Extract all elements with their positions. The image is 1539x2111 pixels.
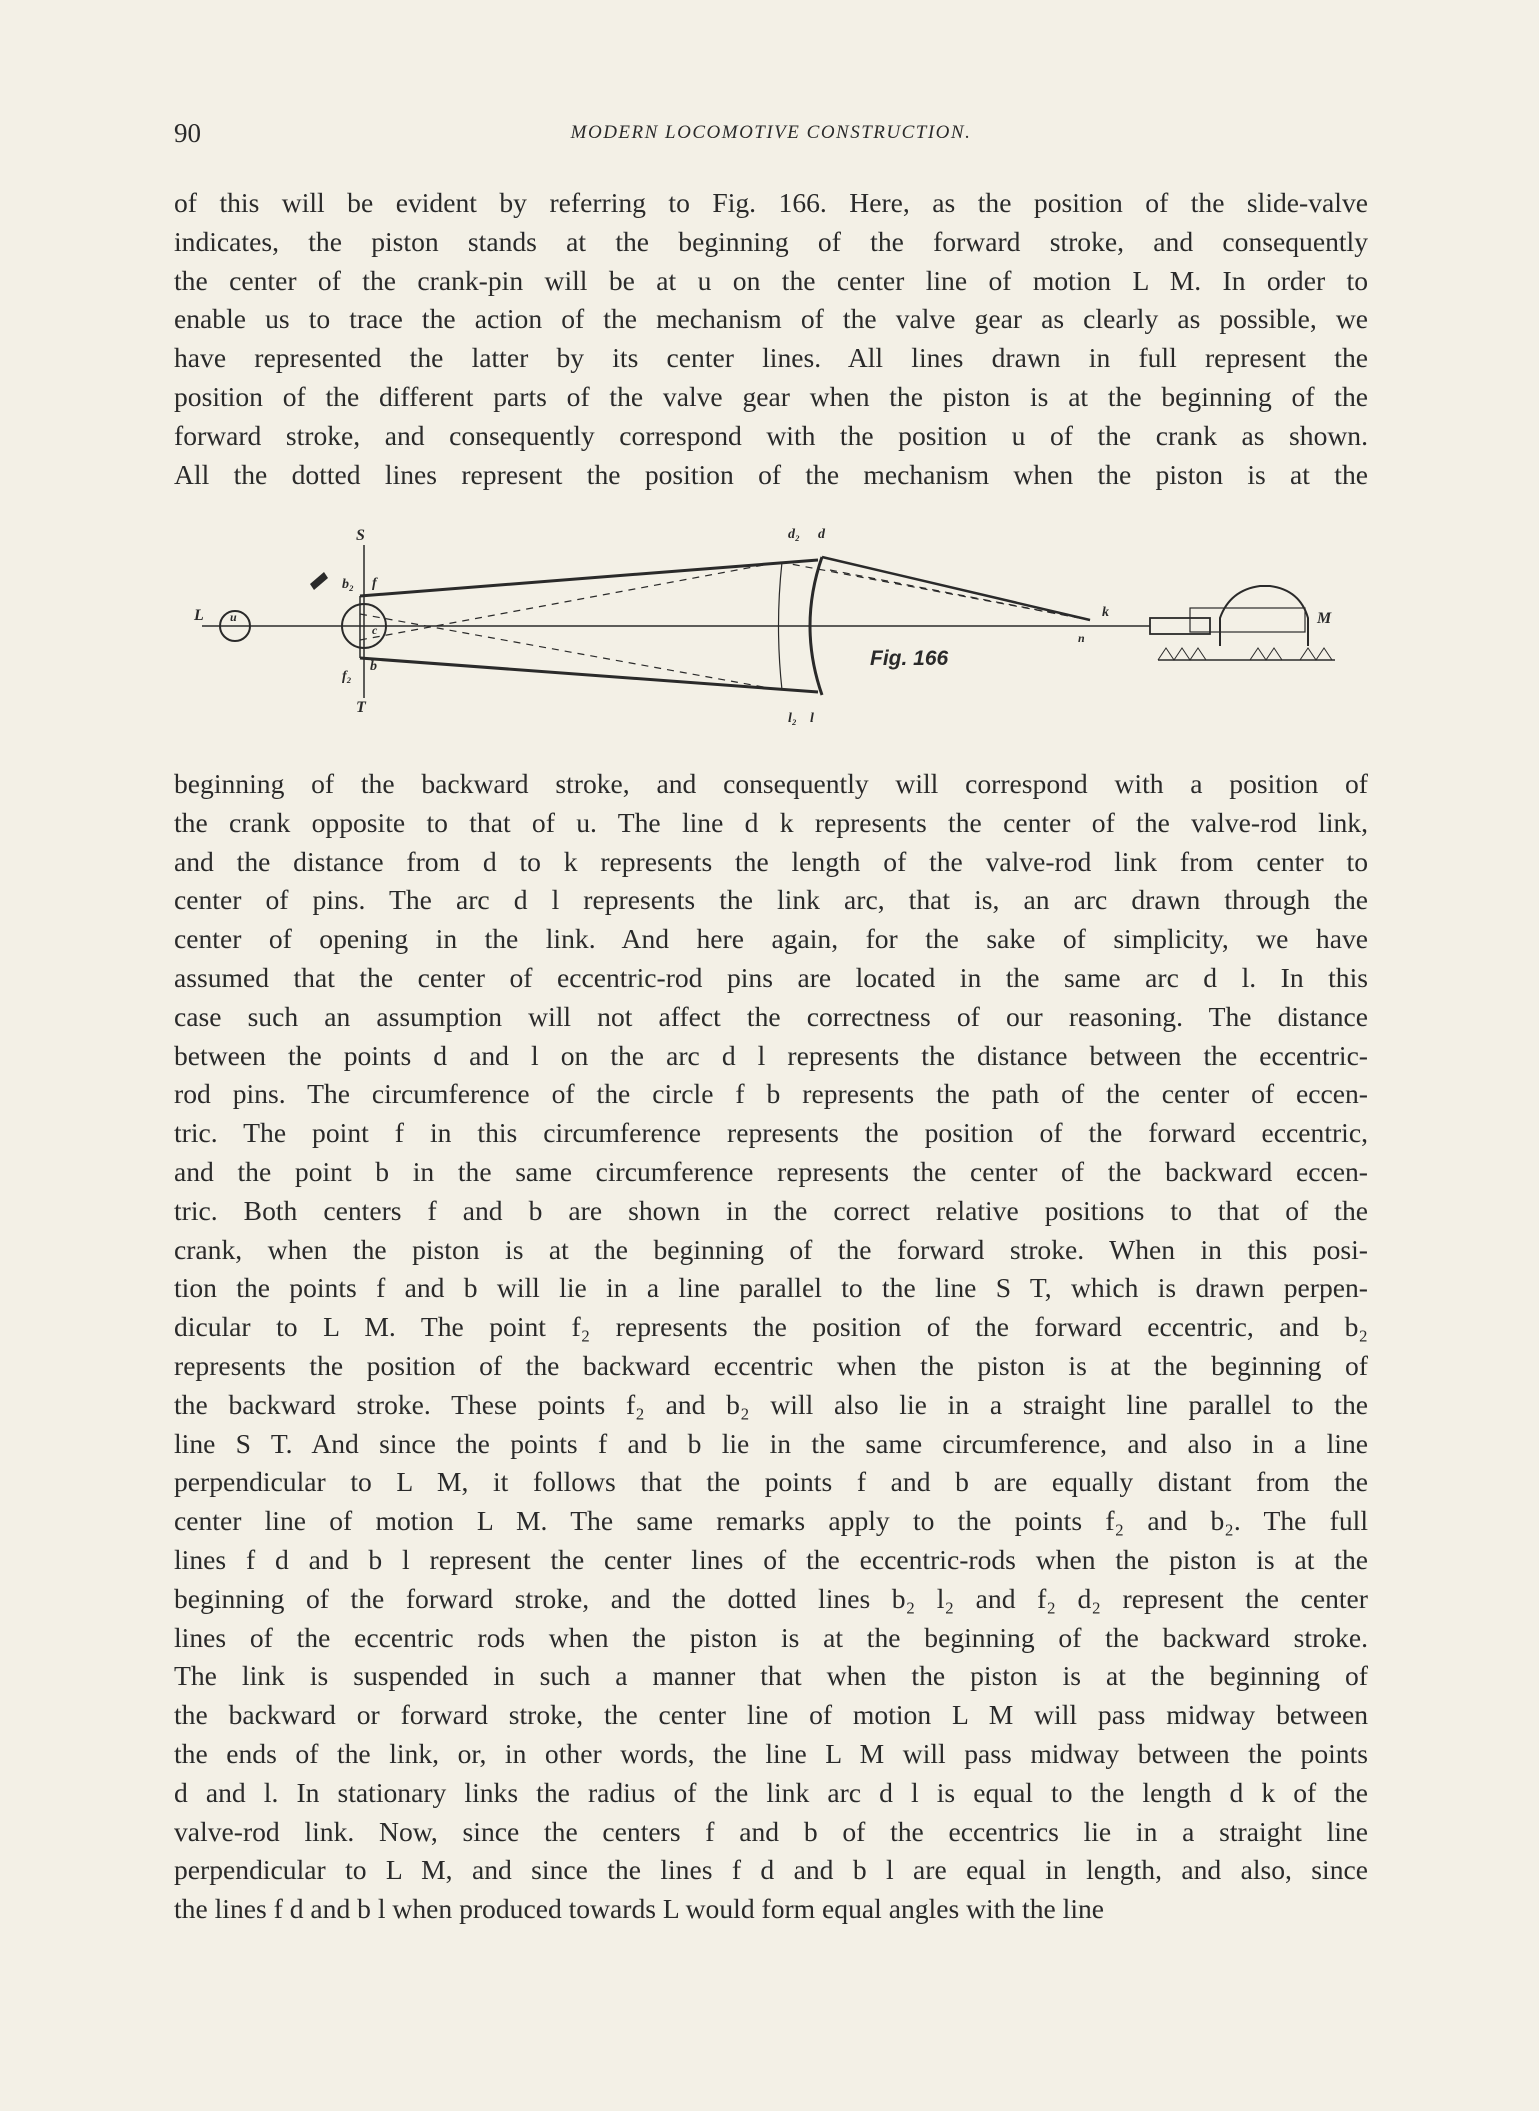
text-line: forward stroke, and consequently correspond with the position u of the crank as shown. [174, 419, 1368, 451]
text-line: d and l. In stationary links the radius of the link arc d l is equal to the length d k of the [174, 1776, 1368, 1808]
text-line: The link is suspended in such a manner that when the piston is at the beginning of [174, 1660, 1368, 1692]
text-line: the backward or forward stroke, the center line of motion L M will pass midway between [174, 1699, 1368, 1731]
eccentric-rod-bl [360, 658, 818, 692]
eccentric-marker [310, 572, 328, 590]
dotted-link-d2k [780, 562, 1090, 620]
text-line: beginning of the forward stroke, and the dotted lines b₂ l₂ and f₂ d₂ represent the center [174, 1582, 1368, 1614]
text-line: position of the different parts of the valve gear when the piston is at the beginning of the [174, 380, 1368, 412]
text-line: tion the points f and b will lie in a line parallel to the line S T, which is drawn perpen- [174, 1272, 1368, 1304]
label-u: u [230, 610, 237, 624]
text-line: the lines f d and b l when produced towards L would form equal angles with the line [174, 1893, 1105, 1925]
text-line: the center of the crank-pin will be at u on the center line of motion L M. In order to [174, 264, 1368, 296]
label-b: b [370, 659, 377, 674]
text-line: have represented the latter by its center lines. All lines drawn in full represent the [174, 342, 1368, 374]
label-b2: b₂ [342, 577, 354, 592]
text-line: perpendicular to L M, and since the lines f d and b l are equal in length, and also, since [174, 1854, 1368, 1886]
text-line: tric. Both centers f and b are shown in the correct relative positions to that of the [174, 1194, 1368, 1226]
text-line: center of pins. The arc d l represents the link arc, that is, an arc drawn through the [174, 884, 1368, 916]
text-line: represents the position of the backward eccentric when the piston is at the beginning of [174, 1349, 1368, 1381]
label-S: S [356, 527, 365, 544]
label-k: k [1102, 605, 1109, 620]
text-line: beginning of the backward stroke, and consequently will correspond with a position of [174, 768, 1368, 799]
text-line: valve-rod link. Now, since the centers f and b of the eccentrics lie in a straight line [174, 1815, 1368, 1847]
paragraph-1 [174, 184, 1368, 494]
text-line: line S T. And since the points f and b lie in the same circumference, and also in a line [174, 1427, 1368, 1459]
figure-166-valve-gear-diagram [190, 520, 1360, 735]
text-line: enable us to trace the action of the mechanism of the valve gear as clearly as possible, we [174, 303, 1368, 335]
page-header [174, 118, 1368, 158]
text-line: center line of motion L M. The same remarks apply to the points f₂ and b₂. The full [174, 1505, 1368, 1537]
label-L: L [194, 607, 204, 624]
running-title: MODERN LOCOMOTIVE CONSTRUCTION. [570, 122, 972, 143]
label-n: n [1078, 631, 1085, 645]
text-line: the ends of the link, or, in other words, the line L M will pass midway between the points [174, 1737, 1368, 1769]
text-line: All the dotted lines represent the position of the mechanism when the piston is at the [174, 458, 1368, 490]
valve-rod-link-dk [822, 557, 1090, 620]
label-f2: f₂ [342, 669, 352, 684]
label-l2: l₂ [788, 711, 797, 726]
paragraph-2 [174, 765, 1368, 1929]
text-line: the crank opposite to that of u. The line d k represents the center of the valve-rod link, [174, 806, 1368, 838]
text-line: lines f d and b l represent the center lines of the eccentric-rods when the piston is at the [174, 1543, 1368, 1575]
page-number: 90 [174, 118, 201, 148]
text-line: crank, when the piston is at the beginning of the forward stroke. When in this posi- [174, 1233, 1368, 1265]
valve-gear-diagram [190, 520, 1360, 735]
label-T: T [356, 699, 366, 716]
label-f: f [372, 576, 377, 591]
slide-valve [1220, 586, 1308, 646]
eccentric-rod-fd [360, 560, 818, 596]
label-d2: d₂ [788, 527, 800, 542]
text-line: indicates, the piston stands at the beginning of the forward stroke, and consequently [174, 225, 1368, 257]
diagram-ticks [310, 572, 328, 590]
label-M: M [1317, 610, 1332, 627]
text-line: and the distance from d to k represents the length of the valve-rod link from center to [174, 845, 1368, 877]
text-line: of this will be evident by referring to Fig. 166. Here, as the position of the slide-valve [174, 187, 1368, 218]
text-line: between the points d and l on the arc d l represents the distance between the eccentric- [174, 1039, 1368, 1071]
text-line: the backward stroke. These points f₂ and b₂ will also lie in a straight line parallel to the [174, 1388, 1368, 1420]
dotted-rod-f2d2 [360, 562, 780, 640]
diagram-lines [202, 545, 1335, 698]
text-line: and the point b in the same circumference represents the center of the backward eccen- [174, 1155, 1368, 1187]
steam-chest [1190, 608, 1305, 632]
text-line: case such an assumption will not affect the correctness of our reasoning. The distance [174, 1000, 1368, 1032]
text-line: tric. The point f in this circumference represents the position of the forward eccentric, [174, 1117, 1368, 1149]
text-line: perpendicular to L M, it follows that the points f and b are equally distant from the [174, 1466, 1368, 1498]
label-l: l [810, 711, 814, 726]
text-line: lines of the eccentric rods when the piston is at the beginning of the backward stroke. [174, 1621, 1368, 1653]
text-line: center of opening in the link. And here again, for the sake of simplicity, we have [174, 923, 1368, 955]
dotted-link [830, 570, 1090, 620]
text-line: dicular to L M. The point f₂ represents the position of the forward eccentric, and b₂ [174, 1311, 1368, 1343]
seat-hatching [1158, 648, 1332, 660]
text-line: assumed that the center of eccentric-rod pins are located in the same arc d l. In this [174, 961, 1368, 993]
label-c: c [372, 623, 378, 637]
label-d: d [818, 527, 825, 542]
text-line: rod pins. The circumference of the circle f b represents the path of the center of eccen- [174, 1078, 1368, 1110]
figure-caption: Fig. 166 [870, 647, 949, 670]
